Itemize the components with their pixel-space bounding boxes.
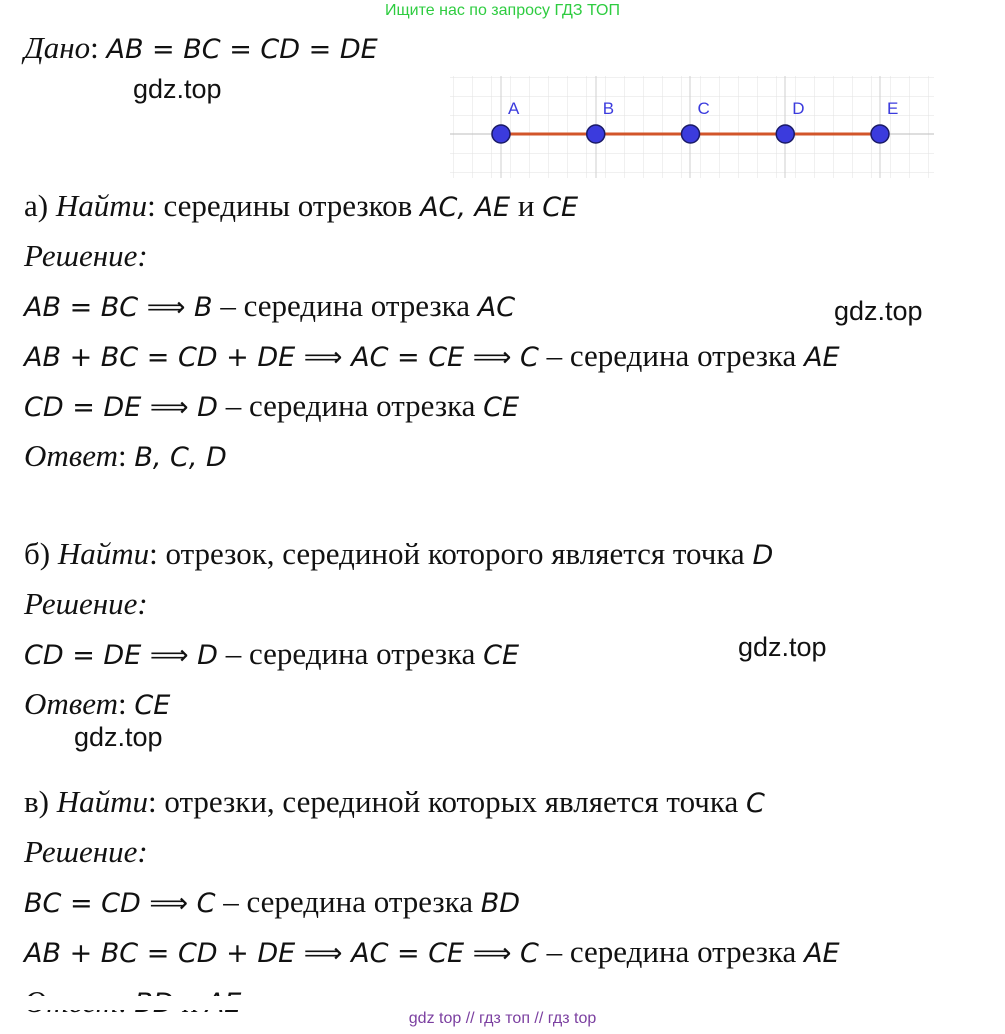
solution-math: AB + BC = CD + DE ⟹ AC = CE ⟹ C (24, 938, 539, 969)
solution-math: AC (477, 292, 516, 323)
point-label-B: B (602, 99, 615, 118)
given-line: Дано: AB = BC = CD = DE (24, 30, 378, 65)
answer-value: B, C, D (134, 442, 227, 473)
watermark: gdz.top (834, 296, 923, 326)
find-text: отрезки, серединой которых является точка (164, 784, 739, 819)
solution-line (24, 286, 515, 328)
find-math: D (752, 540, 774, 571)
solution-math: AE (804, 342, 840, 373)
solution-line (24, 386, 519, 428)
point-B (587, 125, 605, 143)
find-math: AC, AE (420, 192, 511, 223)
solution-label: Решение: (24, 834, 148, 869)
point-label-D: D (792, 99, 805, 118)
solution-label-text: Решение (24, 238, 138, 273)
solution-label-text: Решение (24, 586, 138, 621)
find-label: Найти (55, 188, 148, 223)
find-text: середины отрезков (163, 188, 413, 223)
answer-label: Ответ (24, 438, 118, 473)
point-label-E: E (887, 99, 899, 118)
solution-line (24, 932, 840, 974)
solution-label: Решение: (24, 586, 148, 621)
solution-math: CD = DE ⟹ D (24, 392, 218, 423)
solution-text: – середина отрезка (546, 338, 797, 373)
part-a-prefix: а) (24, 188, 49, 223)
answer-label: Ответ (24, 686, 118, 721)
find-and: и (517, 188, 535, 223)
given-expr: AB = BC = CD = DE (106, 34, 378, 65)
solution-math: CD = DE ⟹ D (24, 640, 218, 671)
answer-line: Ответ: CE (24, 686, 171, 721)
part-c-prefix: в) (24, 784, 49, 819)
find-label: Найти (56, 784, 148, 819)
watermark: gdz.top (74, 722, 163, 752)
solution-math: AB + BC = CD + DE ⟹ AC = CE ⟹ C (24, 342, 539, 373)
answer-line: Ответ: B, C, D (24, 438, 227, 473)
solution-text: – середина отрезка (225, 636, 476, 671)
solution-math: AE (804, 938, 840, 969)
find-label: Найти (57, 536, 150, 571)
point-label-A: A (508, 99, 520, 118)
point-D (776, 125, 794, 143)
solution-label-text: Решение (24, 834, 138, 869)
page-cutoff (0, 996, 1005, 1010)
point-label-C: C (697, 99, 710, 118)
part-b-find: б) Найти: отрезок, серединой которого является точка D (24, 536, 774, 571)
solution-math: AB = BC ⟹ B (24, 292, 213, 323)
solution-math: CE (483, 640, 520, 671)
solution-text: – середина отрезка (546, 934, 797, 969)
part-b-prefix: б) (24, 536, 51, 571)
solution-math: BC = CD ⟹ C (24, 888, 216, 919)
find-math: CE (542, 192, 579, 223)
solution-line (24, 882, 520, 924)
find-math: C (745, 788, 765, 819)
part-a-find: а) Найти: середины отрезков AC, AE и CE (24, 188, 579, 223)
watermark: gdz.top (133, 74, 222, 104)
top-banner: Ищите нас по запросу ГДЗ ТОП (385, 2, 620, 19)
answer-value: CE (134, 690, 171, 721)
solution-math: BD (480, 888, 521, 919)
watermark: gdz.top (738, 632, 827, 662)
segment-figure (450, 76, 934, 178)
solution-label: Решение: (24, 238, 148, 273)
solution-text: – середина отрезка (223, 884, 473, 919)
solution-text: – середина отрезка (225, 388, 476, 423)
solution-line (24, 336, 840, 378)
part-c-find: в) Найти: отрезки, серединой которых является точка C (24, 784, 765, 819)
solution-line (24, 634, 519, 676)
bottom-banner: gdz top // гдз топ // гдз top (408, 1010, 597, 1027)
find-text: отрезок, серединой которого является точка (165, 536, 745, 571)
solution-text: – середина отрезка (220, 288, 471, 323)
given-label: Дано (24, 30, 91, 65)
solution-math: CE (483, 392, 520, 423)
point-C (682, 125, 700, 143)
point-E (871, 125, 889, 143)
point-A (492, 125, 510, 143)
